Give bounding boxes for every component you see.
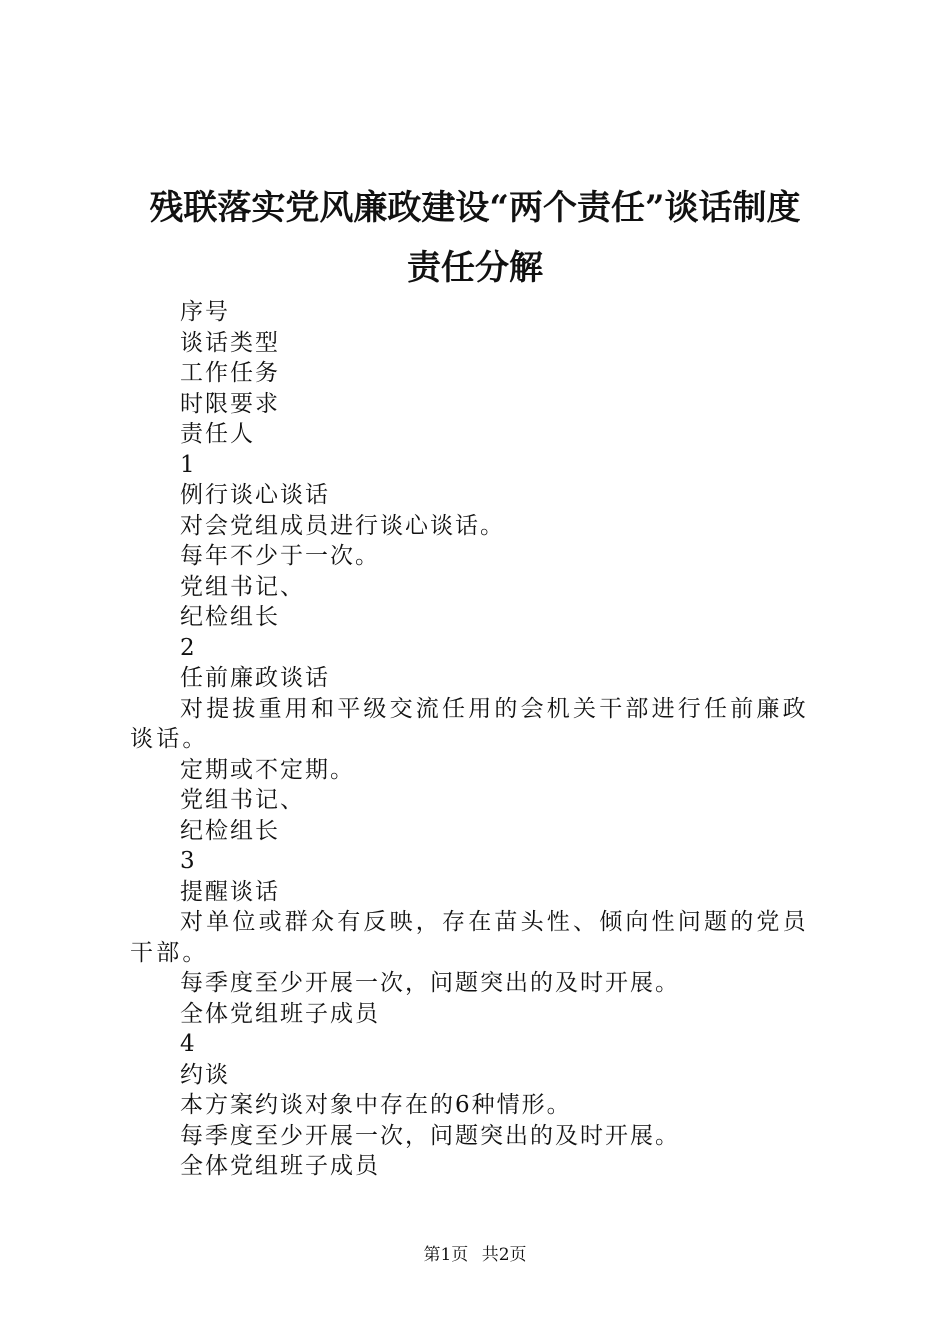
body-line: 每年不少于一次。 (180, 543, 380, 569)
body-line: 每季度至少开展一次，问题突出的及时开展。 (180, 970, 680, 996)
document-title (0, 178, 950, 298)
body-line: 约谈 (180, 1061, 230, 1088)
body-line: 4 (180, 1031, 197, 1057)
document-body (130, 297, 830, 1182)
body-line: 提醒谈话 (180, 878, 280, 905)
page-number: 第1页 (423, 1245, 469, 1265)
body-line: 时限要求 (180, 390, 280, 417)
body-line: 谈话类型 (180, 329, 280, 356)
title-line-2: 责任分解 (407, 248, 543, 288)
body-line: 对会党组成员进行谈心谈话。 (180, 512, 505, 539)
body-line: 全体党组班子成员 (180, 1153, 380, 1179)
page-footer (0, 1244, 950, 1266)
body-line: 纪检组长 (180, 604, 280, 630)
body-line: 对提拔重用和平级交流任用的会机关干部进行任前廉政谈话。 (130, 695, 809, 752)
body-line: 序号 (180, 299, 230, 325)
body-line: 例行谈心谈话 (180, 482, 330, 508)
body-line: 任前廉政谈话 (180, 665, 330, 691)
title-line-1: 残联落实党风廉政建设“两个责任”谈话制度 (149, 188, 801, 228)
body-line: 责任人 (180, 421, 255, 447)
page-total: 共2页 (481, 1245, 527, 1265)
body-line: 2 (180, 634, 197, 661)
body-line: 纪检组长 (180, 817, 280, 844)
body-line: 定期或不定期。 (180, 756, 355, 783)
body-line: 1 (180, 451, 197, 478)
body-line: 对单位或群众有反映，存在苗头性、倾向性问题的党员干部。 (130, 909, 809, 966)
body-line: 工作任务 (180, 360, 280, 386)
body-line: 党组书记、 (180, 787, 305, 813)
body-line: 全体党组班子成员 (180, 1000, 380, 1027)
body-line: 每季度至少开展一次，问题突出的及时开展。 (180, 1122, 680, 1149)
body-line: 党组书记、 (180, 573, 305, 600)
body-line: 本方案约谈对象中存在的6种情形。 (180, 1092, 572, 1118)
body-line: 3 (180, 848, 197, 874)
